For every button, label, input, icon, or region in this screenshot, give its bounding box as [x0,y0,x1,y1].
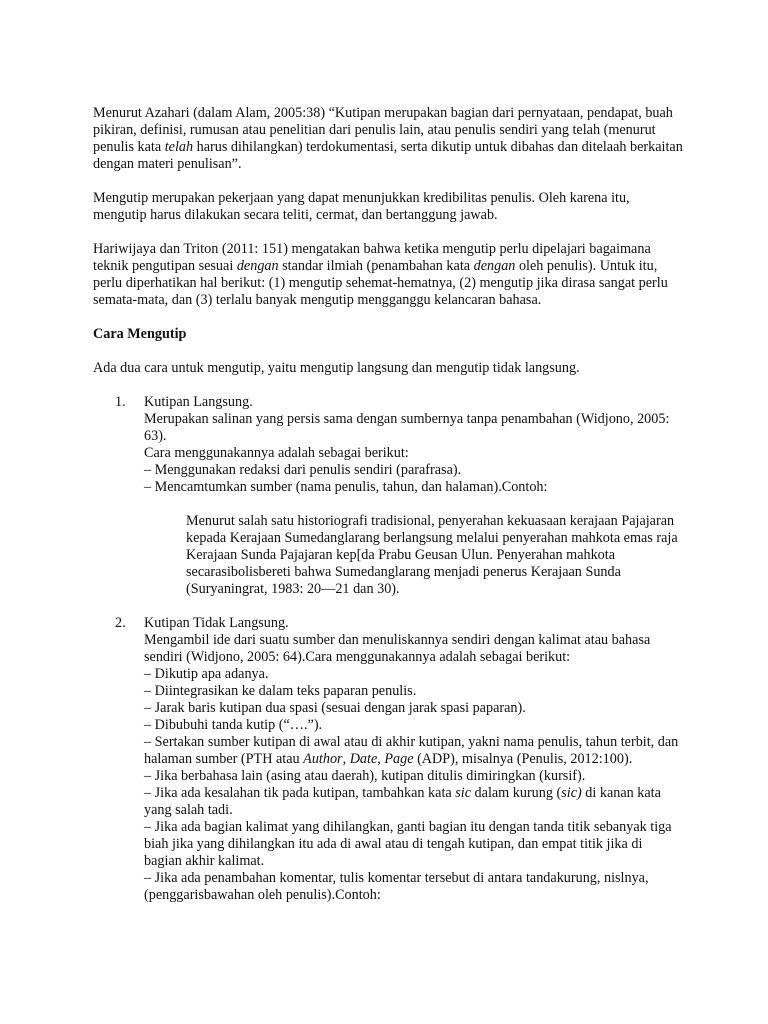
text-run: Hariwijaya dan Triton (2011: 151) mengatakan bahwa ketika mengutip perlu dipelajari bagaimana teknik pengutipan sesuai [93,241,651,274]
text-run: di kanan kata yang salah tadi. [144,785,661,818]
paragraph-hariwijaya [93,241,683,309]
italic-text: sic [455,785,471,801]
list-number: 1. [115,394,126,410]
text-run: dalam kurung ( [471,785,562,801]
cara-mengutip-list [93,394,683,904]
text-run: Menurut Azahari (dalam Alam, 2005:38) “Kutipan merupakan bagian dari pernyataan, pendapat, buah pikiran, definisi, rumusan atau penelitian dari penulis lain, atau penulis sendiri yang telah (menurut penulis kata [93,105,673,155]
bullet-line: – Jika berbahasa lain (asing atau daerah), kutipan ditulis dimiringkan (kursif). [144,768,586,784]
bullet-line: – Jarak baris kutipan dua spasi (sesuai dengan jarak spasi paparan). [144,700,526,716]
text-run: standar ilmiah (penambahan kata [278,258,474,274]
bullet-line: – Jika ada penambahan komentar, tulis komentar tersebut di antara tandakurung, nislnya, (penggarisbawahan oleh penulis).Contoh: [144,870,649,903]
example-quote: Menurut salah satu historiografi tradisional, penyerahan kekuasaan kerajaan Pajajaran kepada Kerajaan Sumedanglarang berlangsung melalui penyerahan mahkota emas raja Kerajaan Sunda Pajajaran kep[da Prabu Geusan Ulun. Penyerahan mahkota secarasibolisbereti bahwa Sumedanglarang menjadi penerus Kerajaan Sunda (Suryaningrat, 1983: 20—21 dan 30). [186,513,678,597]
bullet-line: – Jika ada bagian kalimat yang dihilangkan, ganti bagian itu dengan tanda titik sebanyak tiga biah jika yang dihilangkan itu ada di awal atau di tengah kutipan, dan empat titik jika di bagian akhir kalimat. [144,819,672,869]
list-number: 2. [115,615,126,631]
section-heading: Cara Mengutip [93,326,187,342]
paragraph-kredibilitas: Mengutip merupakan pekerjaan yang dapat menunjukkan kredibilitas penulis. Oleh karena itu, mengutip harus dilakukan secara teliti, cermat, dan bertanggung jawab. [93,190,630,223]
italic-text: Date [349,751,378,767]
usage-label: Cara menggunakannya adalah sebagai berikut: [144,445,409,461]
text-run: , [377,751,385,767]
document-page [93,105,683,921]
italic-text: dengan [473,258,516,274]
paragraph-azahari [93,105,683,173]
text-run: – Jika ada kesalahan tik pada kutipan, tambahkan kata [144,785,456,801]
list-item-title: Kutipan Tidak Langsung. [144,615,289,631]
italic-text: Author [303,751,343,767]
bullet-line: – Dikutip apa adanya. [144,666,269,682]
text-run: , [342,751,350,767]
text-run: – Sertakan sumber kutipan di awal atau di akhir kutipan, yakni nama penulis, tahun terbit, dan halaman sumber (PTH atau [144,734,679,767]
text-run: oleh penulis). Untuk itu, perlu diperhatikan hal berikut: (1) mengutip sehemat-hematnya, (2) mengutip jika dirasa sangat perlu semata-mata, dan (3) terlalu banyak mengutip mengganggu kelancaran bahasa. [93,258,668,308]
list-item-description: Mengambil ide dari suatu sumber dan menuliskannya sendiri dengan kalimat atau bahasa sendiri (Widjono, 2005: 64).Cara menggunakannya adalah sebagai berikut: [144,632,651,665]
bullet-line: – Mencamtumkan sumber (nama penulis, tahun, dan halaman).Contoh: [144,479,548,495]
list-item-title: Kutipan Langsung. [144,394,253,410]
italic-text: Page [384,751,414,767]
italic-text: sic) [561,785,582,801]
list-item-kutipan-langsung [93,394,683,598]
italic-text: telah [164,139,194,155]
text-run: (ADP), misalnya (Penulis, 2012:100). [413,751,633,767]
text-run: harus dihilangkan) terdokumentasi, serta dikutip untuk dibahas dan ditelaah berkaitan dengan materi penulisan”. [93,139,683,172]
intro-paragraph: Ada dua cara untuk mengutip, yaitu mengutip langsung dan mengutip tidak langsung. [93,360,580,376]
list-item-description: Merupakan salinan yang persis sama dengan sumbernya tanpa penambahan (Widjono, 2005: 63). [144,411,670,444]
list-item-kutipan-tidak-langsung [93,615,683,904]
bullet-line: – Diintegrasikan ke dalam teks paparan penulis. [144,683,417,699]
bullet-line: – Menggunakan redaksi dari penulis sendiri (parafrasa). [144,462,462,478]
bullet-line [144,734,683,768]
italic-text: dengan [236,258,279,274]
bullet-line: – Dibubuhi tanda kutip (“….”). [144,717,323,733]
bullet-line [144,785,683,819]
